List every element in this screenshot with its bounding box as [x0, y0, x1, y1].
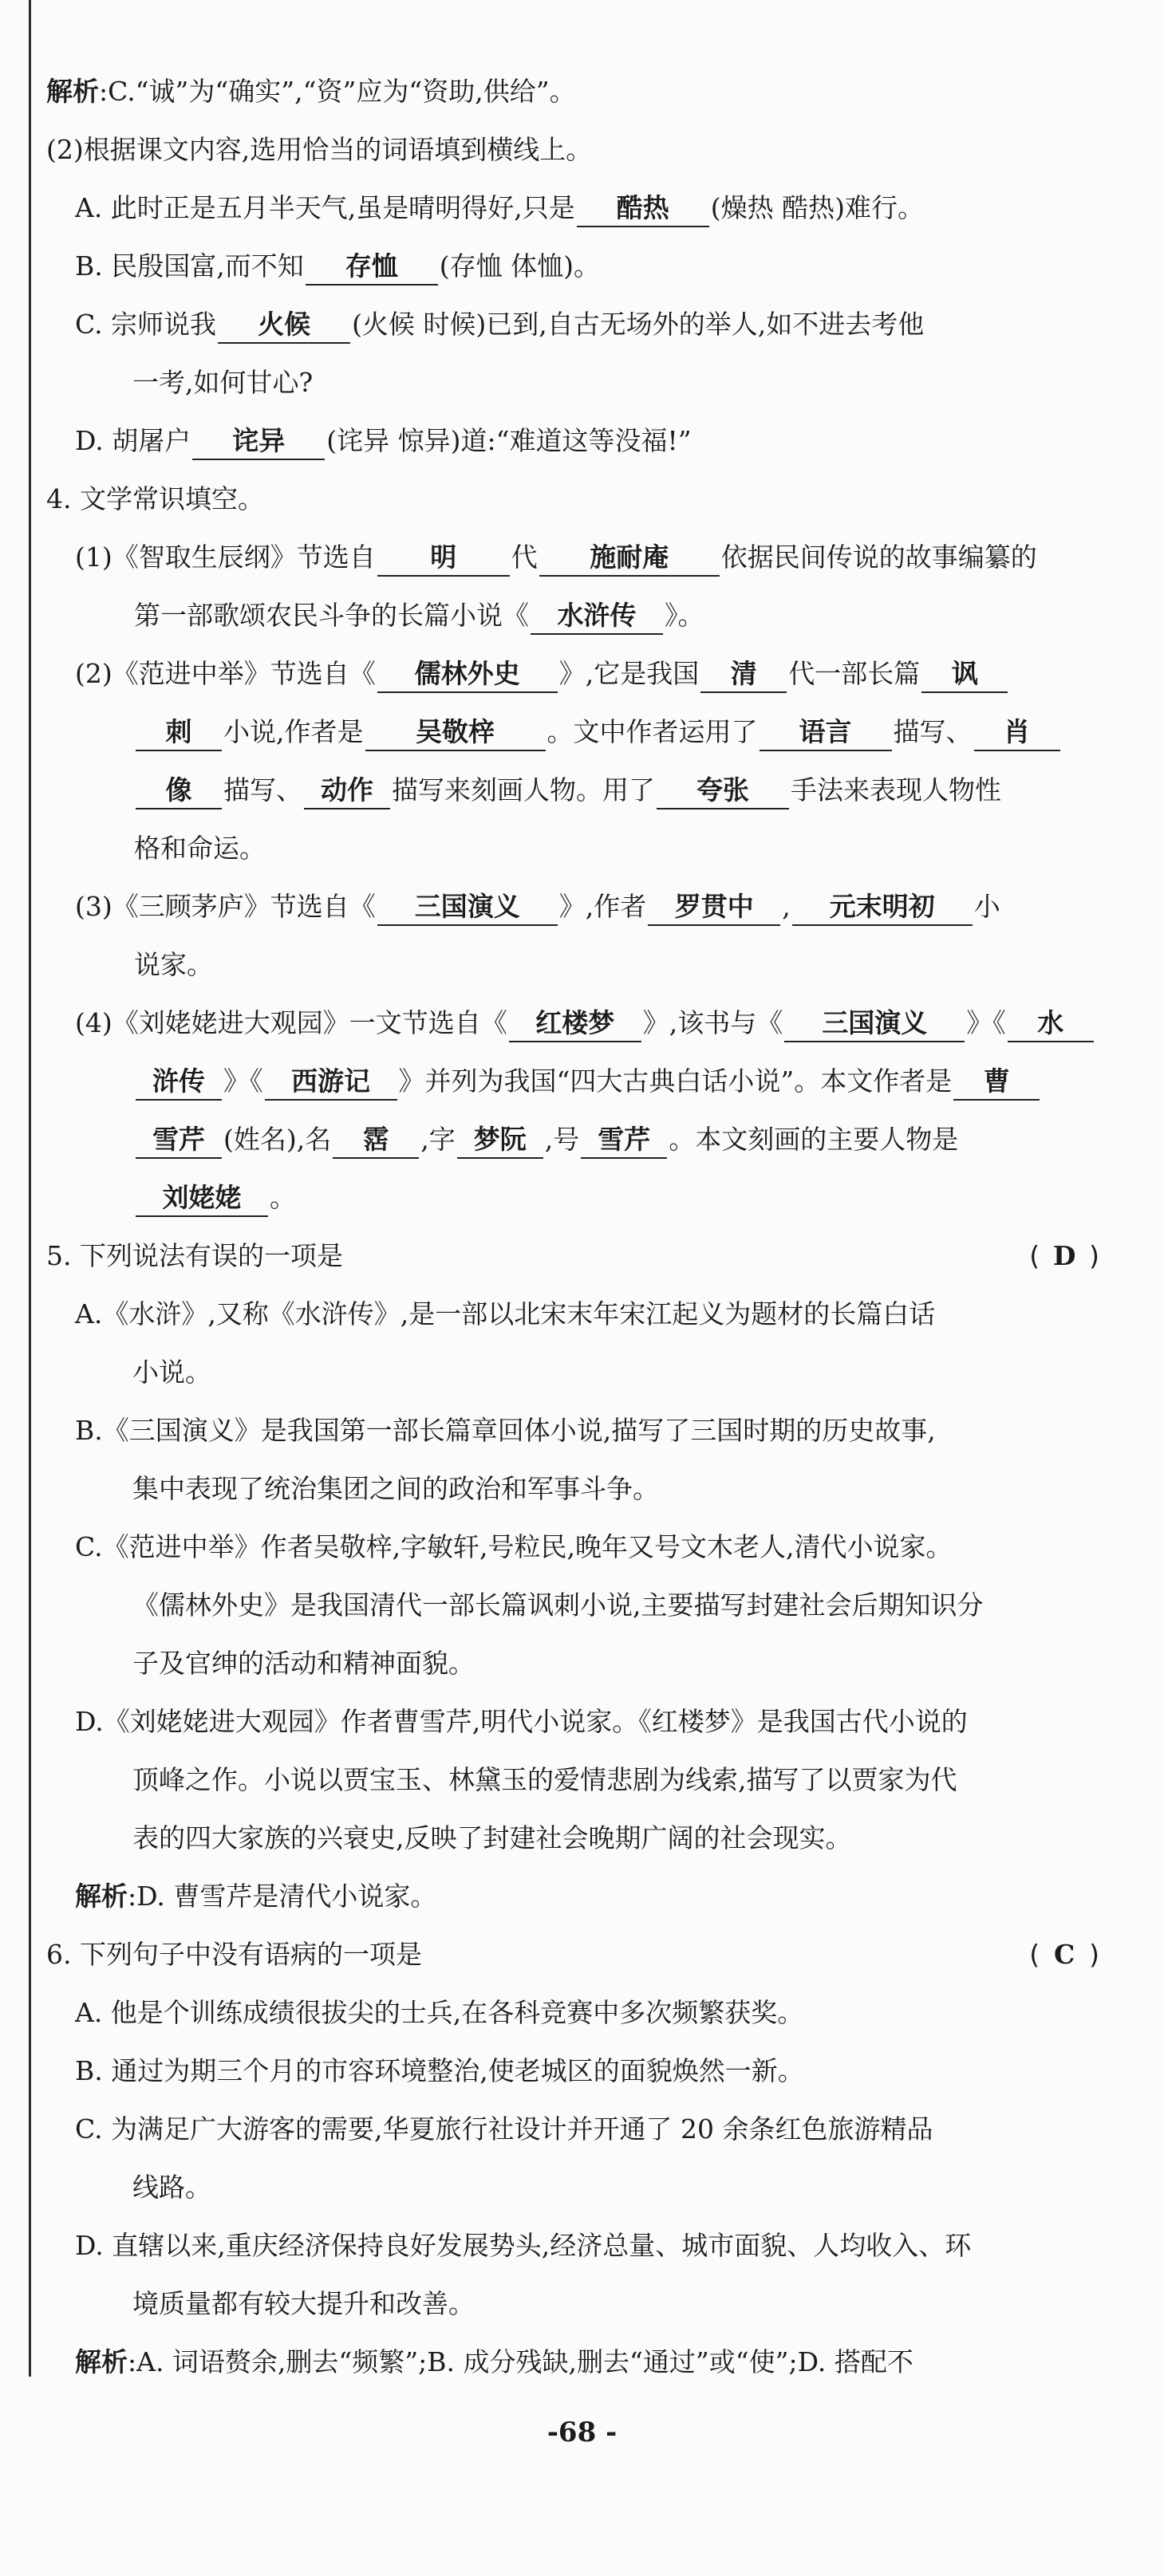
text-line: [46, 1925, 1115, 1983]
answer-blank: 讽: [921, 656, 1008, 693]
line-text: (4)《刘姥姥进大观园》一文节选自《: [75, 1007, 507, 1038]
line-text: 》《: [966, 1007, 1006, 1038]
line-text: 描写、: [893, 716, 973, 747]
line-text: (2)《范进中举》节选自《: [75, 658, 376, 689]
answer-blank: 元末明初: [792, 889, 973, 926]
answer-blank: 清: [700, 656, 787, 693]
answer-blank: 梦阮: [457, 1122, 543, 1159]
text-line: [46, 1285, 1115, 1343]
line-text: 。文中作者运用了: [546, 716, 758, 747]
line-text: :A. 词语赘余,删去“频繁”;B. 成分残缺,删去“通过”或“使”;D. 搭配不: [128, 2346, 913, 2377]
text-line: [46, 994, 1115, 1052]
text-line: [46, 1634, 1115, 1692]
line-text: 小说。: [132, 1357, 211, 1388]
line-text: 手法来表现人物性: [791, 774, 1001, 805]
text-line: [46, 62, 1115, 120]
line-text: 第一部歌颂农民斗争的长篇小说《: [134, 600, 529, 631]
line-text: 》,它是我国: [558, 658, 700, 689]
text-line: [46, 935, 1115, 994]
line-text: 》,作者: [558, 891, 647, 922]
text-line: [46, 1052, 1115, 1110]
answer-blank: 三国演义: [784, 1006, 965, 1042]
text-line: [46, 2333, 1115, 2391]
text-line: [46, 703, 1115, 761]
line-text: (诧异 惊异)道:“难道这等没福!”: [326, 425, 692, 456]
line-text: B.《三国演义》是我国第一部长篇章回体小说,描写了三国时期的历史故事,: [75, 1415, 936, 1446]
line-text: 》《: [223, 1065, 263, 1097]
text-line: [46, 1110, 1115, 1168]
text-line: [46, 1576, 1115, 1634]
line-text: 表的四大家族的兴衰史,反映了封建社会晚期广阔的社会现实。: [132, 1822, 852, 1853]
text-line: [46, 1343, 1115, 1401]
line-text: 描写、: [223, 774, 302, 805]
line-text: 》并列为我国“四大古典白话小说”。本文作者是: [398, 1065, 953, 1097]
line-text: A.《水浒》,又称《水浒传》,是一部以北宋末年宋江起义为题材的长篇白话: [75, 1298, 936, 1329]
text-line: [46, 1459, 1115, 1518]
text-line: [46, 1518, 1115, 1576]
answer-letter: C: [1053, 1939, 1075, 1970]
text-line: [46, 586, 1115, 644]
text-line: [46, 819, 1115, 877]
answer-blank: 像: [136, 773, 222, 809]
line-text: 《儒林外史》是我国清代一部长篇讽刺小说,主要描写封建社会后期知识分: [132, 1589, 984, 1621]
answer-blank: 施耐庵: [539, 540, 720, 577]
answer-blank: 诧异: [192, 423, 325, 460]
line-text: D. 胡屠户: [75, 425, 191, 456]
line-text: 》,该书与《: [642, 1007, 783, 1038]
line-text: 顶峰之作。小说以贾宝玉、林黛玉的爱情悲剧为线索,描写了以贾家为代: [132, 1764, 957, 1795]
line-text: C.《范进中举》作者吴敬梓,字敏轩,号粒民,晚年又号文木老人,清代小说家。: [75, 1531, 953, 1562]
line-text: :C.“诚”为“确实”,“资”应为“资助,供给”。: [99, 76, 576, 107]
line-text: (2)根据课文内容,选用恰当的词语填到横线上。: [46, 134, 593, 165]
text-line: [46, 1168, 1115, 1227]
answer-choice: ( D ): [1029, 1227, 1099, 1285]
line-text: 依据民间传说的故事编纂的: [720, 542, 1037, 573]
text-line: [46, 1751, 1115, 1809]
answer-blank: 刺: [136, 715, 222, 751]
worksheet-body: [46, 62, 1115, 2391]
text-line: [46, 1983, 1115, 2042]
text-line: [46, 877, 1115, 935]
line-text: (1)《智取生辰纲》节选自: [75, 542, 376, 573]
line-text: :D. 曹雪芹是清代小说家。: [128, 1881, 437, 1912]
answer-blank: 存恤: [306, 249, 438, 286]
answer-blank: 夸张: [657, 773, 789, 809]
answer-blank: 肖: [974, 715, 1060, 751]
line-text: ,字: [420, 1124, 456, 1155]
line-text: 代一部长篇: [788, 658, 921, 689]
line-text: A. 此时正是五月半天气,虽是晴明得好,只是: [75, 192, 575, 223]
line-text: A. 他是个训练成绩很拔尖的士兵,在各科竞赛中多次频繁获奖。: [75, 1997, 804, 2028]
line-text: 。本文刻画的主要人物是: [669, 1124, 959, 1155]
answer-blank: 明: [377, 540, 510, 577]
text-line: [46, 179, 1115, 237]
line-text: 说家。: [134, 949, 213, 980]
line-text: 4. 文学常识填空。: [46, 483, 264, 514]
line-text: ,: [782, 891, 791, 922]
answer-blank: 三国演义: [377, 889, 558, 926]
line-text: 集中表现了统治集团之间的政治和军事斗争。: [132, 1473, 659, 1504]
text-line: [46, 1401, 1115, 1459]
answer-blank: 刘姥姥: [136, 1180, 268, 1217]
answer-blank: 水: [1008, 1006, 1094, 1042]
line-text: 描写来刻画人物。用了: [392, 774, 655, 805]
line-text: 6. 下列句子中没有语病的一项是: [46, 1939, 422, 1970]
page-number: -68 -: [546, 2416, 618, 2448]
line-text: C. 宗师说我: [75, 309, 217, 340]
text-line: [46, 1692, 1115, 1751]
answer-blank: 罗贯中: [648, 889, 780, 926]
text-line: [46, 644, 1115, 703]
answer-blank: 动作: [304, 773, 390, 809]
line-text: (3)《三顾茅庐》节选自《: [75, 891, 376, 922]
text-line: [46, 1227, 1115, 1285]
text-line: [46, 761, 1115, 819]
text-line: [46, 470, 1115, 528]
analysis-label: 解析: [75, 1881, 128, 1912]
analysis-label: 解析: [75, 2346, 128, 2377]
line-text: 境质量都有较大提升和改善。: [132, 2288, 475, 2319]
line-text: B. 民殷国富,而不知: [75, 250, 304, 282]
answer-blank: 儒林外史: [377, 656, 558, 693]
line-text: (姓名),名: [223, 1124, 332, 1155]
answer-blank: 红楼梦: [509, 1006, 641, 1042]
answer-blank: 西游记: [265, 1064, 397, 1101]
text-line: [46, 1867, 1115, 1925]
text-line: [46, 412, 1115, 470]
line-text: 。: [270, 1182, 296, 1213]
text-line: [46, 237, 1115, 295]
text-line: [46, 120, 1115, 179]
line-text: D. 直辖以来,重庆经济保持良好发展势头,经济总量、城市面貌、人均收入、环: [75, 2230, 972, 2261]
answer-blank: 霑: [333, 1122, 419, 1159]
text-line: [46, 2216, 1115, 2275]
text-line: [46, 1809, 1115, 1867]
analysis-label: 解析: [46, 76, 99, 107]
line-text: (火候 时候)已到,自古无场外的举人,如不进去考他: [352, 309, 925, 340]
line-text: 线路。: [132, 2172, 211, 2203]
line-text: D.《刘姥姥进大观园》作者曹雪芹,明代小说家。《红楼梦》是我国古代小说的: [75, 1706, 968, 1737]
line-text: 一考,如何甘心?: [132, 367, 314, 398]
line-text: 小说,作者是: [223, 716, 364, 747]
answer-blank: 语言: [760, 715, 892, 751]
answer-blank: 吴敬梓: [365, 715, 546, 751]
text-line: [46, 2275, 1115, 2333]
answer-choice: ( C ): [1029, 1925, 1099, 1983]
text-line: [46, 2100, 1115, 2158]
line-text: ,号: [544, 1124, 580, 1155]
answer-blank: 浒传: [136, 1064, 222, 1101]
answer-blank: 水浒传: [531, 598, 663, 635]
text-line: [46, 2158, 1115, 2216]
line-text: (燥热 酷热)难行。: [710, 192, 925, 223]
line-text: C. 为满足广大游客的需要,华夏旅行社设计并开通了 20 余条红色旅游精品: [75, 2113, 933, 2145]
answer-blank: 雪芹: [581, 1122, 667, 1159]
line-text: B. 通过为期三个月的市容环境整治,使老城区的面貌焕然一新。: [75, 2055, 804, 2086]
line-text: 子及官绅的活动和精神面貌。: [132, 1648, 475, 1679]
answer-blank: 曹: [953, 1064, 1040, 1101]
answer-blank: 火候: [218, 307, 350, 344]
answer-blank: 雪芹: [136, 1122, 222, 1159]
answer-blank: 酷热: [577, 191, 709, 227]
line-text: 小: [973, 891, 1000, 922]
text-line: [46, 528, 1115, 586]
line-text: 格和命运。: [134, 833, 266, 864]
line-text: 代: [511, 542, 538, 573]
line-text: 5. 下列说法有误的一项是: [46, 1240, 343, 1271]
left-margin-rule: [29, 0, 31, 2377]
line-text: (存恤 体恤)。: [439, 250, 600, 282]
text-line: [46, 2042, 1115, 2100]
text-line: [46, 353, 1115, 412]
text-line: [46, 295, 1115, 353]
answer-letter: D: [1052, 1240, 1076, 1271]
line-text: 》。: [665, 600, 704, 631]
